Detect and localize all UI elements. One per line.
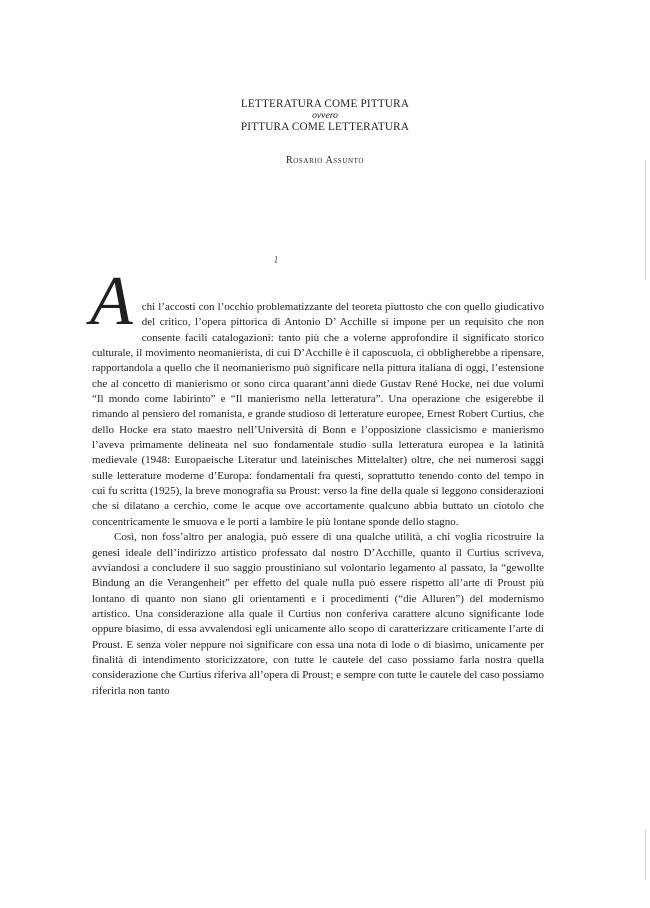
article-author: Rosario Assunto bbox=[286, 155, 364, 166]
scan-edge-mark bbox=[645, 830, 646, 880]
article-title-line2: PITTURA COME LETTERATURA bbox=[240, 121, 410, 133]
scan-edge-mark bbox=[645, 160, 646, 280]
article-body bbox=[90, 263, 544, 699]
section-number: 1 bbox=[273, 255, 279, 266]
article-title-line1: LETTERATURA COME PITTURA bbox=[240, 98, 410, 110]
paragraph-1-text: chi l’accosti con l’occhio problematizzante del teoreta piuttosto che con quello giudicativo del critico, l’opera pittorica di Antonio D’ Acchille si impone per un requisito che non consente facili catalogazioni: tanto più che a volerne approfondire il significato storico culturale, il movimento neomanierista, di cui D’Acchille è il caposcuola, ci obbligherebbe a ripensare, rapportandola a quello che il neomanierismo può significare nella pittura italiana di oggi, l’estensione che al concetto di manierismo or sono circa quarant’anni diede Gustav René Hocke, nei due volumi “Il mondo come labirinto” e “Il manierismo nella letteratura”. Una operazione che esigerebbe il rimando al pensiero del romanista, e grande studioso di letterature europee, Ernest Robert Curtius, che dello Hocke era stato maestro nell’Università di Bonn e l’opposizione classicismo e manierismo l’aveva primamente delineata nel suo fondamentale studio sulla letteratura europea e la latinità medievale (1948: Europaeische Literatur und lateinisches Mittelalter) oltre, che nei numerosi saggi sulle letterature moderne d’Europa: fondamentali fra questi, soprattutto tenendo conto del tempo in cui fu scritta (1925), la breve monografia su Proust: verso la fine della quale si leggono considerazioni che si dilatano a cerchio, come le acque ove accortamente qualcuno abbia buttato un ciotolo che concentricamente le smuova e le porti a lambire le più lontane sponde dello stagno. bbox=[92, 301, 544, 528]
drop-cap: A bbox=[90, 263, 133, 340]
paragraph-2: Così, non foss’altro per analogia, può essere di una qualche utilità, a chi voglia ricostruire la genesi ideale dell’indirizzo artistico professato dal nostro D’Acchille, quanto il Curtius scriveva, avviandosi a concludere il suo saggio proustiniano sul volontario legamento al passato, la “gewollte Bindung an die Verangenheit” per effetto del quale nulla può essere rispetto all’arte di Proust più lontano di quanto non siano gli orientamenti e i procedimenti (“die Alluren”) del modernismo artistico. Una considerazione alla quale il Curtius non conferiva carattere alcuno significante lode oppure biasimo, di essa avvalendosi egli unicamente allo scopo di caratterizzare criticamente l’arte di Proust. E senza voler neppure noi significare con essa una nota di lode o di biasimo, unicamente per finalità di intendimento storicizzatore, con tutte le cautele del caso possiamo farla nostra quella considerazione che Curtius riferiva all’opera di Proust; e sempre con tutte le cautele del caso possiamo riferirla non tanto bbox=[92, 531, 544, 697]
article-title-connector: ovvero bbox=[312, 110, 338, 121]
paragraph-1 bbox=[90, 263, 544, 530]
article-header bbox=[0, 98, 650, 166]
